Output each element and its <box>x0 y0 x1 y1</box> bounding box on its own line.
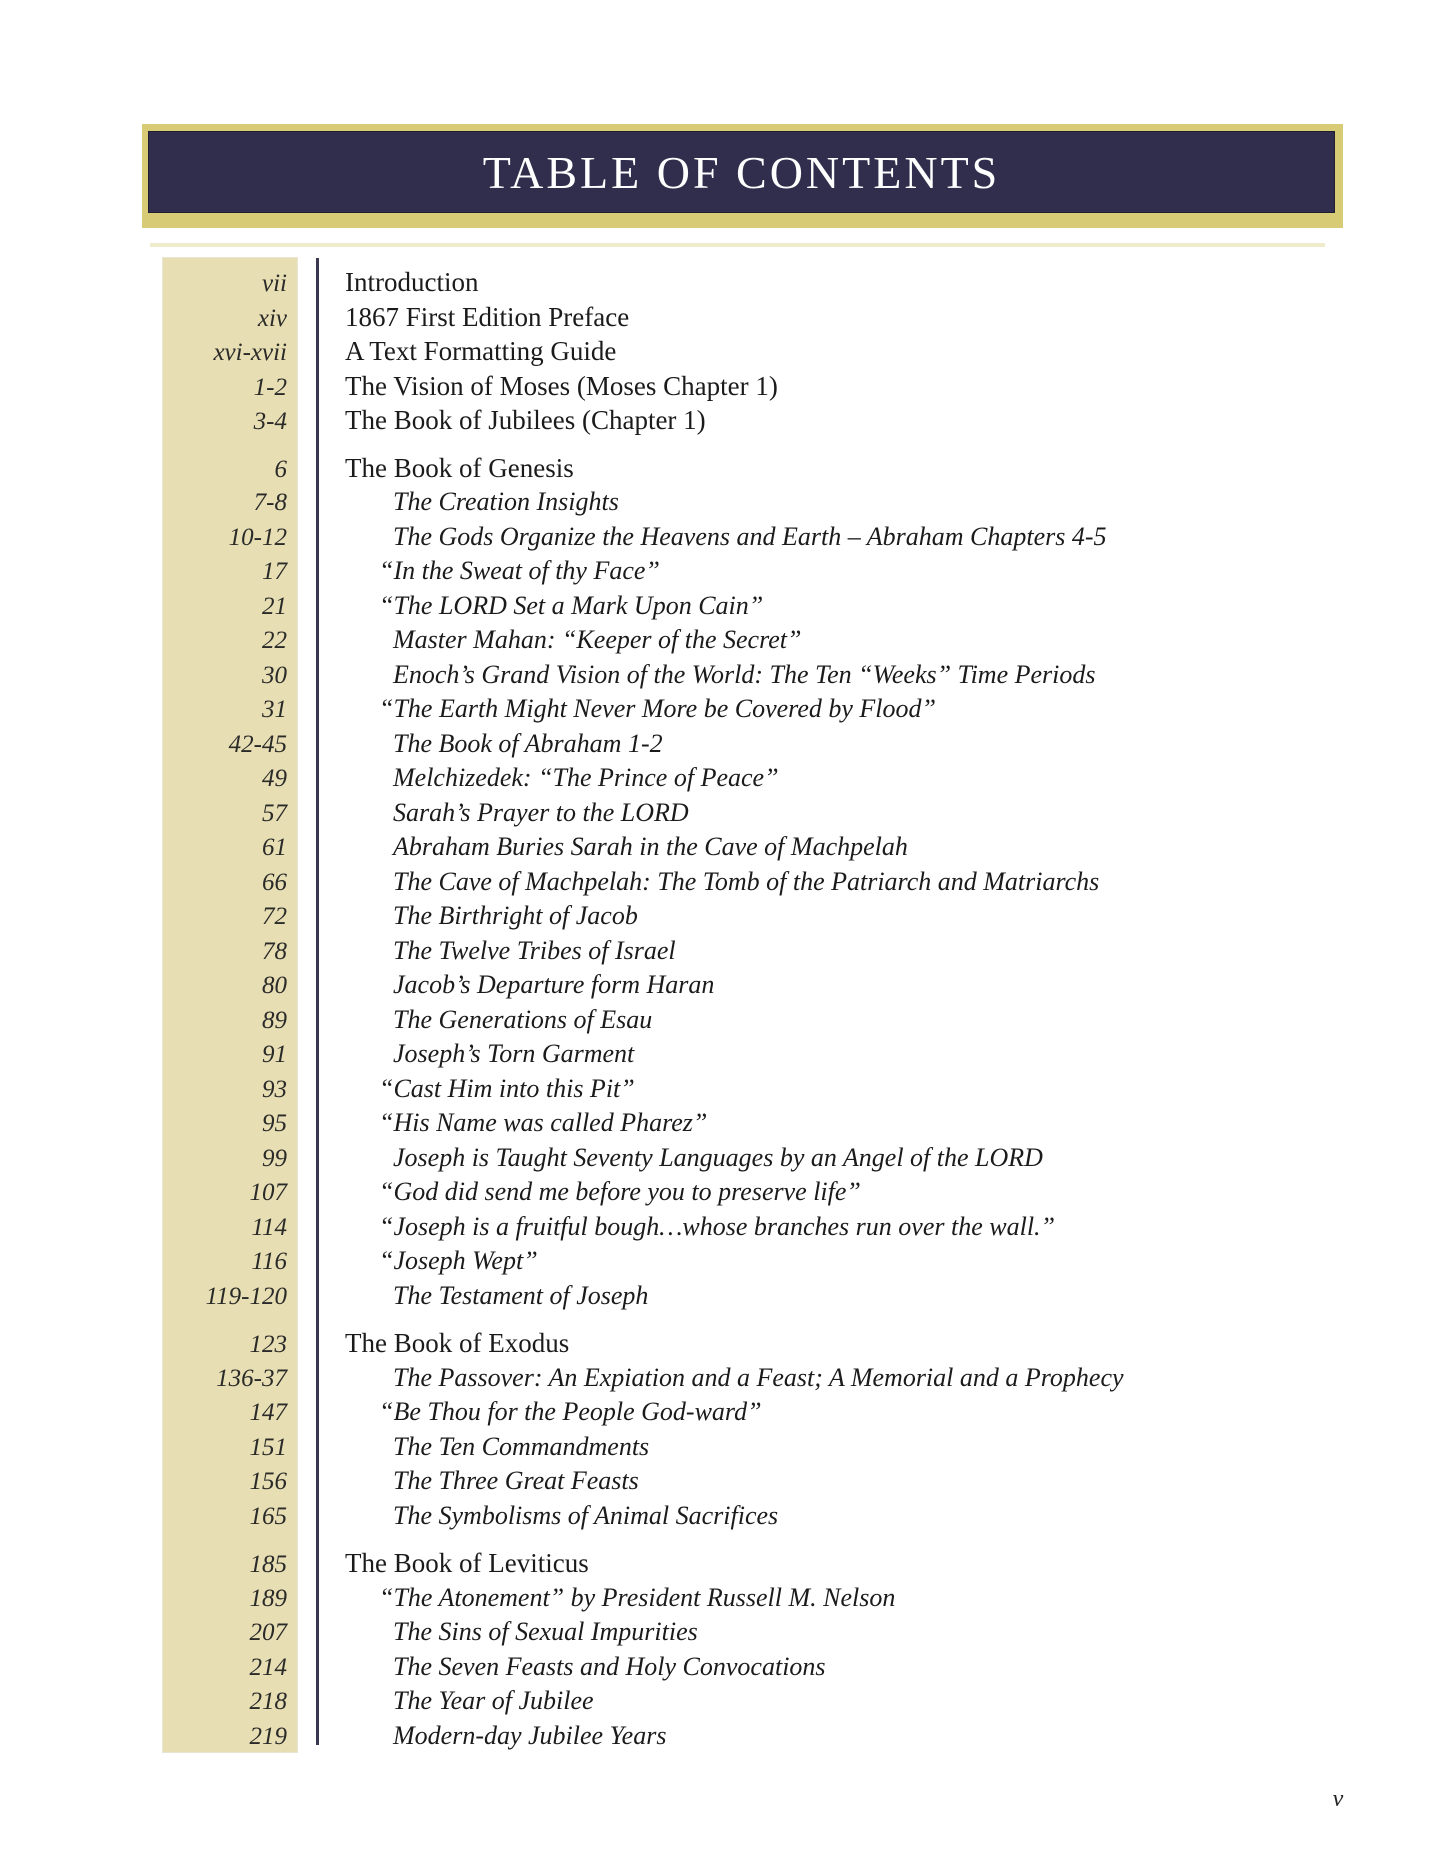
toc-row <box>163 1581 1313 1616</box>
toc-page-number: xiv <box>257 304 287 332</box>
toc-row <box>163 1175 1313 1210</box>
toc-group <box>163 265 1313 438</box>
toc-page-number: 72 <box>262 903 287 930</box>
toc-row <box>163 589 1313 624</box>
toc-page-number: vii <box>262 270 287 297</box>
banner-shadow-line <box>150 243 1325 247</box>
toc-entry-title: The Generations of Esau <box>393 1004 653 1034</box>
toc-row <box>163 1684 1313 1719</box>
toc-row <box>163 265 1313 300</box>
toc-row <box>163 1430 1313 1465</box>
page-title: TABLE OF CONTENTS <box>482 146 1001 198</box>
toc-entry-title: “His Name was called Pharez” <box>379 1108 708 1137</box>
toc-page-number: 30 <box>262 661 287 689</box>
toc-entry-title: The Book of Exodus <box>345 1328 570 1358</box>
toc-entry-title: The Twelve Tribes of Israel <box>393 935 676 965</box>
toc-entry-title: The Symbolisms of Animal Sacrifices <box>393 1500 779 1530</box>
toc-entry-title: Jacob’s Departure form Haran <box>393 970 715 999</box>
toc-page-number: 57 <box>262 799 287 827</box>
toc-entry-title: The Cave of Machpelah: The Tomb of the Patriarch and Matriarchs <box>393 866 1100 896</box>
toc-entry-title: The Three Great Feasts <box>393 1466 639 1495</box>
toc-group <box>163 451 1313 1314</box>
toc-page-number: 219 <box>249 1722 287 1750</box>
toc-row <box>163 1615 1313 1650</box>
toc-page-number: xvi-xvii <box>213 339 287 366</box>
toc-page-number: 31 <box>262 696 287 723</box>
toc-entry-title: Introduction <box>345 267 479 297</box>
toc-banner <box>142 124 1343 228</box>
toc-entry-title: Master Mahan: “Keeper of the Secret” <box>393 625 802 654</box>
toc-row <box>163 830 1313 865</box>
toc-row <box>163 369 1313 404</box>
toc-page-number: 17 <box>262 558 287 585</box>
toc-page-number: 114 <box>251 1213 287 1241</box>
toc-page-number: 116 <box>251 1248 287 1275</box>
toc-row <box>163 1244 1313 1279</box>
toc-page-number: 218 <box>249 1688 287 1715</box>
toc-entry-title: The Testament of Joseph <box>393 1280 649 1310</box>
toc-entry-title: The Gods Organize the Heavens and Earth – Abraham Chapters 4-5 <box>393 521 1107 551</box>
toc-entry-title: “Joseph is a fruitful bough…whose branches run over the wall.” <box>379 1211 1055 1241</box>
toc-row <box>163 727 1313 762</box>
toc-group <box>163 1326 1313 1533</box>
toc-row <box>163 485 1313 520</box>
toc-entry-title: “The LORD Set a Mark Upon Cain” <box>379 590 764 620</box>
toc-page-number: 165 <box>249 1502 287 1530</box>
toc-group <box>163 1546 1313 1753</box>
toc-page-number: 22 <box>262 627 287 654</box>
toc-entry-title: The Passover: An Expiation and a Feast; A Memorial and a Prophecy <box>393 1362 1124 1392</box>
toc-row <box>163 761 1313 796</box>
folio-page-number: v <box>1332 1786 1344 1812</box>
toc-row <box>163 1719 1313 1754</box>
toc-page-number: 107 <box>249 1179 287 1206</box>
toc-entry-title: The Sins of Sexual Impurities <box>393 1617 698 1646</box>
toc-row <box>163 300 1313 335</box>
toc-page-number: 61 <box>262 834 287 861</box>
toc-entry-title: The Book of Leviticus <box>345 1548 589 1578</box>
toc-page-number: 1-2 <box>253 373 287 401</box>
toc-row <box>163 692 1313 727</box>
toc-banner-plate <box>148 131 1335 213</box>
toc-entry-title: “The Atonement” by President Russell M. Nelson <box>379 1582 896 1612</box>
toc-entry-title: “Joseph Wept” <box>379 1246 538 1275</box>
toc-entry-title: Joseph is Taught Seventy Languages by an Angel of the LORD <box>393 1142 1043 1172</box>
toc-entry-title: The Creation Insights <box>393 487 619 516</box>
toc-entry-title: 1867 First Edition Preface <box>345 301 630 332</box>
toc-entry-title: Melchizedek: “The Prince of Peace” <box>393 763 779 792</box>
toc-row <box>163 334 1313 369</box>
toc-row <box>163 1003 1313 1038</box>
toc-page-number: 151 <box>249 1433 287 1461</box>
toc-page-number: 95 <box>262 1110 287 1137</box>
toc-entry-title: The Book of Genesis <box>345 452 574 483</box>
toc-row <box>163 1546 1313 1581</box>
toc-row <box>163 1210 1313 1245</box>
toc-page-number: 7-8 <box>253 489 287 516</box>
toc-row <box>163 1072 1313 1107</box>
toc-page-number: 156 <box>249 1468 287 1495</box>
toc-page-number: 78 <box>262 937 287 965</box>
toc-row <box>163 899 1313 934</box>
toc-row <box>163 968 1313 1003</box>
toc-page-number: 99 <box>262 1144 287 1172</box>
toc-entry-title: The Book of Jubilees (Chapter 1) <box>345 405 706 435</box>
toc-row <box>163 1326 1313 1361</box>
toc-row <box>163 1499 1313 1534</box>
toc-row <box>163 1279 1313 1314</box>
toc-entry-title: Modern-day Jubilee Years <box>393 1720 667 1750</box>
toc-entry-title: The Birthright of Jacob <box>393 901 638 930</box>
toc-page-number: 49 <box>262 765 287 792</box>
toc-page-number: 21 <box>262 592 287 620</box>
toc-row <box>163 1395 1313 1430</box>
toc-row <box>163 520 1313 555</box>
toc-page-number: 189 <box>249 1584 287 1612</box>
toc-page-number: 147 <box>249 1399 287 1426</box>
toc-row <box>163 1037 1313 1072</box>
toc-entry-title: “In the Sweat of thy Face” <box>379 556 660 585</box>
toc-entry-title: “Cast Him into this Pit” <box>379 1073 635 1103</box>
toc-entry-title: The Ten Commandments <box>393 1431 650 1461</box>
toc-row <box>163 1650 1313 1685</box>
toc-row <box>163 796 1313 831</box>
toc-row <box>163 1106 1313 1141</box>
toc-row <box>163 1141 1313 1176</box>
toc-page-number: 89 <box>262 1006 287 1034</box>
toc-entry-title: The Seven Feasts and Holy Convocations <box>393 1651 826 1681</box>
toc-entry-title: A Text Formatting Guide <box>345 336 617 366</box>
toc-entry-title: The Vision of Moses (Moses Chapter 1) <box>345 370 778 401</box>
toc-row <box>163 403 1313 438</box>
toc-page-number: 136-37 <box>216 1364 287 1392</box>
toc-row <box>163 658 1313 693</box>
toc-page-number: 3-4 <box>253 408 287 435</box>
toc-entry-title: Sarah’s Prayer to the LORD <box>393 797 689 827</box>
toc-page-number: 93 <box>262 1075 287 1103</box>
toc-page-number: 6 <box>274 455 287 483</box>
toc-entry-title: Enoch’s Grand Vision of the World: The Ten “Weeks” Time Periods <box>393 659 1096 689</box>
toc-row <box>163 554 1313 589</box>
toc-entry-title: Abraham Buries Sarah in the Cave of Machpelah <box>393 832 908 861</box>
toc-page-number: 119-120 <box>205 1282 287 1310</box>
toc-row <box>163 865 1313 900</box>
toc-entry-title: The Book of Abraham 1-2 <box>393 728 663 758</box>
toc-entry-title: Joseph’s Torn Garment <box>393 1039 635 1068</box>
toc-row <box>163 623 1313 658</box>
toc-entry-title: “God did send me before you to preserve life” <box>379 1177 861 1206</box>
toc-entry-title: “Be Thou for the People God-ward” <box>379 1397 762 1426</box>
toc-row <box>163 1361 1313 1396</box>
toc-page-number: 207 <box>249 1619 287 1646</box>
toc-row <box>163 934 1313 969</box>
toc-page-number: 185 <box>249 1551 287 1578</box>
toc-page-number: 80 <box>262 972 287 999</box>
toc-row <box>163 451 1313 486</box>
toc-page-number: 66 <box>262 868 287 896</box>
toc-page-number: 42-45 <box>228 730 287 758</box>
toc-entries <box>163 258 1313 1753</box>
toc-entry-title: “The Earth Might Never More be Covered by Flood” <box>379 694 936 723</box>
toc-row <box>163 1464 1313 1499</box>
toc-entry-title: The Year of Jubilee <box>393 1686 594 1715</box>
toc-page-number: 123 <box>249 1331 287 1358</box>
toc-page-number: 91 <box>262 1041 287 1068</box>
toc-page-number: 10-12 <box>228 523 287 551</box>
toc-page-number: 214 <box>249 1653 287 1681</box>
